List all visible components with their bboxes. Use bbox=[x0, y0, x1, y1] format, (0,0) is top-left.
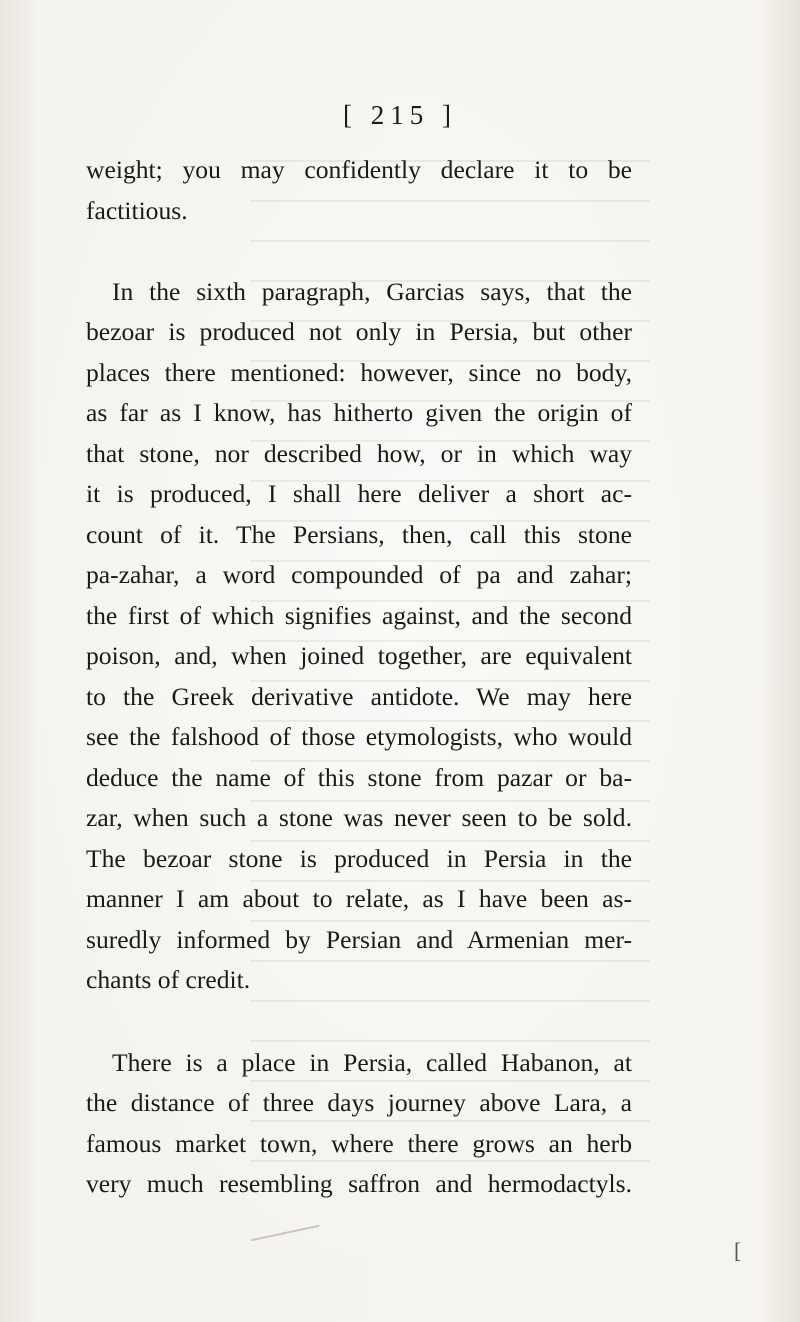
paragraph-gap bbox=[86, 231, 632, 272]
margin-mark: [ bbox=[734, 1238, 742, 1263]
text-line: as far as I know, has hitherto given the origin of bbox=[86, 398, 632, 427]
text-line: see the falshood of those etymologists, who would bbox=[86, 722, 632, 751]
text-line: deduce the name of this stone from pazar or ba- bbox=[86, 762, 632, 792]
text-line: it is produced, I shall here deliver a short ac- bbox=[86, 479, 632, 508]
text-line: the first of which signifies against, and the second bbox=[86, 600, 632, 630]
text-line: factitious. bbox=[86, 195, 188, 225]
text-line: The bezoar stone is produced in Persia in the bbox=[86, 843, 632, 873]
text-line: bezoar is produced not only in Persia, but other bbox=[86, 317, 632, 346]
text-line: poison, and, when joined together, are equivalent bbox=[86, 641, 632, 670]
text-line: famous market town, where there grows an herb bbox=[86, 1128, 632, 1158]
text-line: the distance of three days journey above Lara, a bbox=[86, 1088, 632, 1117]
text-line: that stone, nor described how, or in which way bbox=[86, 438, 632, 468]
text-line: There is a place in Persia, called Habanon, at bbox=[112, 1047, 632, 1077]
text-line: pa-zahar, a word compounded of pa and zahar; bbox=[86, 560, 632, 589]
text-line: weight; you may confidently declare it to be bbox=[86, 155, 632, 184]
text-line: places there mentioned: however, since no body, bbox=[86, 357, 632, 387]
text-line: suredly informed by Persian and Armenian mer- bbox=[86, 924, 632, 954]
text-line: to the Greek derivative antidote. We may here bbox=[86, 681, 632, 711]
text-line: very much resembling saffron and hermodactyls. bbox=[86, 1169, 632, 1198]
body-text bbox=[86, 150, 632, 1205]
text-line: count of it. The Persians, then, call this stone bbox=[86, 519, 632, 549]
page-number: [ 215 ] bbox=[343, 100, 457, 130]
text-line: chants of credit. bbox=[86, 965, 251, 994]
dust-mark bbox=[251, 1225, 320, 1242]
text-line: manner I am about to relate, as I have been as- bbox=[86, 884, 632, 913]
text-line: zar, when such a stone was never seen to be sold. bbox=[86, 803, 632, 832]
paragraph-gap bbox=[86, 1001, 632, 1043]
text-line: In the sixth paragraph, Garcias says, that the bbox=[112, 276, 632, 306]
